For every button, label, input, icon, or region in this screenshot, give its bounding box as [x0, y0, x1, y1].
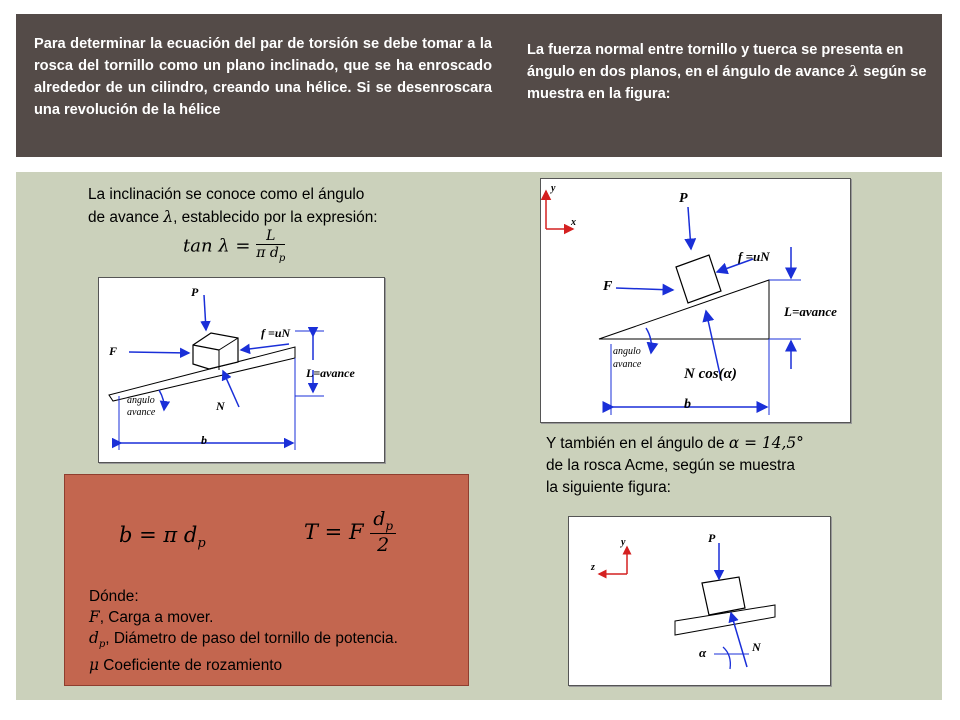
inclined-plane-figure-1	[98, 277, 385, 463]
b-formula: b = π $d_p$	[119, 523, 206, 552]
fig2-label-angle-1: angulo	[613, 346, 641, 357]
fig1-label-P: P	[191, 285, 199, 299]
fig2-label-L: L=avance	[784, 304, 837, 319]
fig3-axis-y: y	[621, 537, 626, 548]
formula-box	[64, 474, 469, 686]
fig3-label-P: P	[708, 531, 716, 545]
fig2-label-friction: f =uN	[738, 249, 770, 264]
fig1-label-N: N	[216, 399, 225, 413]
definition-mu: μ Coeficiente de rozamiento	[89, 656, 283, 675]
fig2-label-F: F	[603, 279, 613, 294]
fig2-label-P: P	[679, 191, 688, 206]
donde-label: Dónde:	[89, 588, 139, 605]
definitions-list	[89, 586, 469, 676]
fig2-axis-x: x	[571, 217, 576, 228]
fig2-label-angle-2: avance	[613, 359, 642, 370]
tan-formula: tan λ = $\frac{L}{\pi d_p}$	[183, 228, 286, 264]
torque-formula: T = F $\frac{d_p}{2}$	[304, 508, 396, 556]
acme-paragraph: Y también en el ángulo de α = 14,5° de la rosca Acme, según se muestra la siguiente figura:	[546, 434, 804, 496]
figure-2-drawing	[541, 179, 850, 422]
fig2-label-N-cos-alpha: N cos(α)	[684, 366, 737, 382]
intro-paragraph: Para determinar la ecuación del par de torsión se debe tomar a la rosca del tornillo como un plano inclinado, que se ha enroscado alrededor de un cilindro, creando una hélice. Si se desenroscara una revolución de la hélice	[34, 36, 492, 118]
fig1-label-L: L=avance	[306, 366, 355, 380]
fig2-label-b: b	[684, 397, 691, 412]
fig3-label-N: N	[752, 640, 761, 654]
definition-dp: $d_p$, Diámetro de paso del tornillo de potencia.	[89, 629, 398, 651]
acme-thread-figure	[568, 516, 831, 686]
fig1-label-F: F	[109, 344, 118, 358]
fig1-label-angle-1: angulo	[127, 395, 155, 406]
inclined-plane-figure-2	[540, 178, 851, 423]
inclination-paragraph: La inclinación se conoce como el ángulo de avance λ, establecido por la expresión:	[88, 186, 378, 226]
definition-F: F, Carga a mover.	[89, 608, 214, 626]
fig1-label-b: b	[201, 433, 207, 447]
normal-force-paragraph: La fuerza normal entre tornillo y tuerca se presenta en ángulo en dos planos, en el ángulo de avance λ según se muestra en la figura:	[527, 42, 927, 102]
fig1-label-angle-2: avance	[127, 407, 156, 418]
fig3-axis-z: z	[591, 562, 595, 573]
fig1-label-friction: f =uN	[261, 326, 291, 340]
fig3-label-alpha: α	[699, 645, 707, 660]
fig2-axis-y: y	[551, 183, 556, 194]
